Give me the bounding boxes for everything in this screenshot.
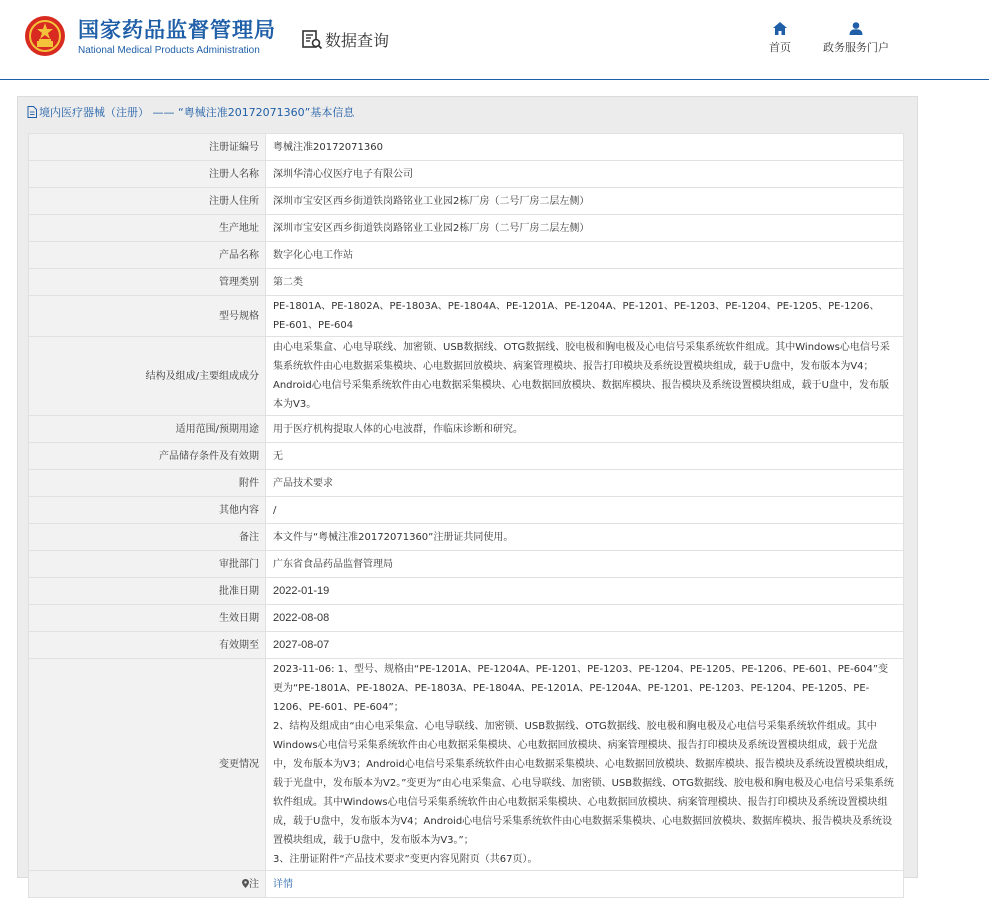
table-row	[29, 470, 904, 497]
row-label: 产品名称	[29, 242, 266, 269]
note-label-cell	[29, 871, 266, 898]
panel-title	[27, 104, 354, 120]
row-label: 管理类别	[29, 269, 266, 296]
row-label: 生产地址	[29, 215, 266, 242]
site-header	[0, 0, 989, 80]
row-value: 2022-01-19	[266, 578, 904, 605]
site-brand-chinese: 国家药品监督管理局	[78, 18, 276, 42]
table-row	[29, 578, 904, 605]
table-row	[29, 551, 904, 578]
row-label: 型号规格	[29, 296, 266, 337]
row-value: 第二类	[266, 269, 904, 296]
details-link[interactable]: 详情	[273, 878, 293, 890]
row-value: 深圳市宝安区西乡街道铁岗路铭业工业园2栋厂房（二号厂房二层左侧）	[266, 188, 904, 215]
registration-details-table	[28, 133, 904, 898]
row-label: 产品储存条件及有效期	[29, 443, 266, 470]
row-value: 产品技术要求	[266, 470, 904, 497]
row-label: 有效期至	[29, 632, 266, 659]
note-label: 注	[249, 878, 259, 890]
nav-home[interactable]	[766, 22, 794, 55]
row-value: 深圳华清心仪医疗电子有限公司	[266, 161, 904, 188]
row-value: /	[266, 497, 904, 524]
row-value: 无	[266, 443, 904, 470]
nav-service-portal[interactable]	[816, 22, 896, 55]
nav-home-label: 首页	[769, 41, 791, 54]
row-value: 本文件与“粤械注准20172071360”注册证共同使用。	[266, 524, 904, 551]
row-value: 数字化心电工作站	[266, 242, 904, 269]
row-label: 审批部门	[29, 551, 266, 578]
national-emblem-icon	[24, 15, 66, 57]
change-line-3: 3、注册证附件“产品技术要求”变更内容见附页（共67页）。	[273, 854, 538, 865]
location-pin-icon	[242, 879, 249, 888]
panel-title-text: 境内医疗器械（注册） —— “粤械注准20172071360”基本信息	[39, 106, 355, 119]
row-value: 深圳市宝安区西乡街道铁岗路铭业工业园2栋厂房（二号厂房二层左侧）	[266, 215, 904, 242]
user-icon	[849, 22, 863, 35]
row-label: 其他内容	[29, 497, 266, 524]
row-label: 附件	[29, 470, 266, 497]
table-row	[29, 269, 904, 296]
table-row	[29, 605, 904, 632]
row-value: PE-1801A、PE-1802A、PE-1803A、PE-1804A、PE-1201A、PE-1204A、PE-1201、PE-1203、PE-1204、PE-1205、PE-1206、PE-601、PE-604	[266, 296, 904, 337]
document-icon	[27, 106, 37, 118]
row-label: 生效日期	[29, 605, 266, 632]
table-row	[29, 161, 904, 188]
nav-portal-label: 政务服务门户	[823, 41, 889, 54]
table-row	[29, 296, 904, 337]
table-row	[29, 416, 904, 443]
table-row	[29, 242, 904, 269]
table-row	[29, 188, 904, 215]
row-label: 变更情况	[29, 659, 266, 871]
note-value	[266, 871, 904, 898]
row-value: 2022-08-08	[266, 605, 904, 632]
data-query-button[interactable]	[301, 26, 389, 52]
row-label: 批准日期	[29, 578, 266, 605]
table-row	[29, 659, 904, 871]
row-label: 备注	[29, 524, 266, 551]
row-value: 由心电采集盒、心电导联线、加密锁、USB数据线、OTG数据线、胶电极和胸电极及心电信号采集系统软件组成。其中Windows心电信号采集系统软件由心电数据采集模块、心电数据回放模块、病案管理模块、报告打印模块及系统设置模块组成，载于U盘中，发布版本为V4；Android心电信号采集系统软件由心电数据采集模块、心电数据回放模块、数据库模块、报告模块及系统设置模块组成，载于U盘中，发布版本为V3。	[266, 337, 904, 416]
row-label: 适用范围/预期用途	[29, 416, 266, 443]
data-query-label: 数据查询	[325, 30, 390, 50]
table-row	[29, 443, 904, 470]
change-line-2: 2、结构及组成由“由心电采集盒、心电导联线、加密锁、USB数据线、OTG数据线、胶电极和胸电极及心电信号采集系统软件组成。其中Windows心电信号采集系统软件由心电数据采集模块、心电数据回放模块、病案管理模块、报告打印模块及系统设置模块组成，载于光盘中，发布版本为V3；Android心电信号采集系统软件由心电数据采集模块、心电数据回放模块、数据库模块、报告模块及系统设置模块组成，载于光盘中，发布版本为V2。”变更为“由心电采集盒、心电导联线、加密锁、USB数据线、OTG数据线、胶电极和胸电极及心电信号采集系统软件组成。其中Windows心电信号采集系统软件由心电数据采集模块、心电数据回放模块、病案管理模块、报告打印模块及系统设置模块组成，载于U盘中，发布版本为V4；Android心电信号采集系统软件由心电数据采集模块、心电数据回放模块、数据库模块、报告模块及系统设置模块组成，载于U盘中，发布版本为V3。”；	[273, 721, 895, 846]
table-row	[29, 871, 904, 898]
row-value: 用于医疗机构提取人体的心电波群，作临床诊断和研究。	[266, 416, 904, 443]
table-row	[29, 524, 904, 551]
table-row	[29, 632, 904, 659]
change-history	[266, 659, 904, 871]
document-search-icon	[301, 28, 323, 50]
home-icon	[773, 22, 787, 35]
row-label: 注册人住所	[29, 188, 266, 215]
table-row	[29, 215, 904, 242]
change-line-1: 2023-11-06: 1、型号、规格由“PE-1201A、PE-1204A、PE-1201、PE-1203、PE-1204、PE-1205、PE-1206、PE-601、PE-604”变更为“PE-1801A、PE-1802A、PE-1803A、PE-1804A、PE-1201A、PE-1204A、PE-1201、PE-1203、PE-1204、PE-1205、PE-1206、PE-601、PE-604”；	[273, 664, 888, 713]
row-label: 注册证编号	[29, 134, 266, 161]
row-value: 广东省食品药品监督管理局	[266, 551, 904, 578]
row-value: 粤械注准20172071360	[266, 134, 904, 161]
table-row	[29, 134, 904, 161]
table-row	[29, 497, 904, 524]
row-label: 结构及组成/主要组成成分	[29, 337, 266, 416]
site-brand-english: National Medical Products Administration	[78, 45, 260, 56]
table-row	[29, 337, 904, 416]
row-value: 2027-08-07	[266, 632, 904, 659]
row-label: 注册人名称	[29, 161, 266, 188]
